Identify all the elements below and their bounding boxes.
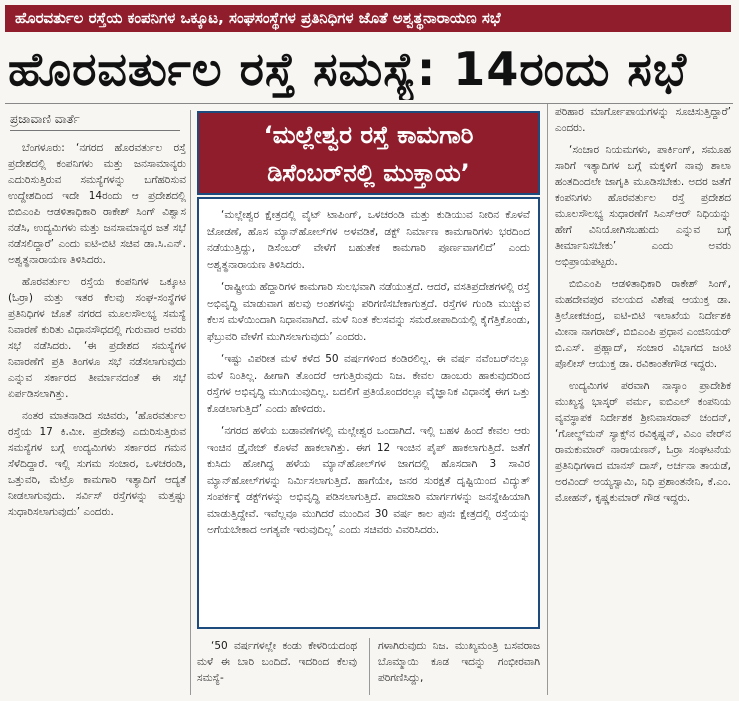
headline: ಹೊರವರ್ತುಲ ರಸ್ತೆ ಸಮಸ್ಯೆ: 14ರಂದು ಸಭೆ [8,42,688,96]
byline-text: ಪ್ರಜಾವಾಣಿ ವಾರ್ತೆ [10,112,80,126]
paragraph: ನಂತರ ಮಾತನಾಡಿದ ಸಚಿವರು, ‘ಹೊರವರ್ತುಲ ರಸ್ತೆಯ 17 ಕಿ.ಮೀ. ಪ್ರದೇಶವು ಎದುರಿಸುತ್ತಿರುವ ಸಮಸ್ಯೆಗಳ ಬಗ್ಗೆ ಉದ್ಯಮಿಗಳು ಸರ್ಕಾರದ ಗಮನ ಸೆಳೆದಿದ್ದಾರೆ. ಇಲ್ಲಿ ಸುಗಮ ಸಂಚಾರ, ಒಳಚರಂಡಿ, ಒತ್ತುವರಿ, ಮೆಟ್ರೊ ಕಾಮಗಾರಿ ಇತ್ಯಾದಿಗೆ ಆದ್ಯತೆ ನೀಡಲಾಗುವುದು. ಸರ್ವಿಸ್ ರಸ್ತೆಗಳನ್ನು ಮತ್ತಷ್ಟು ಸುಧಾರಿಸಲಾಗುವುದು’ ಎಂದರು. [8,410,186,518]
paragraph: ‘ಇಷ್ಟು ವಿಪರೀತ ಮಳೆ ಕಳೆದ 50 ವರ್ಷಗಳಿಂದ ಕಂಡಿರಲಿಲ್ಲ. ಈ ವರ್ಷ ನವೆಂಬರ್‌ನಲ್ಲೂ ಮಳೆ ನಿಂತಿಲ್ಲ. ಹೀಗಾಗಿ ತೊಂದರೆ ಆಗುತ್ತಿರುವುದು ನಿಜ. ಕೇವಲ ಡಾಂಬರು ಹಾಕುವುದರಿಂದ ರಸ್ತೆಗಳ ಅಭಿವೃದ್ಧಿ ಮುಗಿಯುವುದಿಲ್ಲ. ಬದಲಿಗೆ ಪ್ರತಿಯೊಂದರಲ್ಲೂ ವೈಜ್ಞಾನಿಕ ವಿಧಾನಕ್ಕೆ ಈಗ ಒತ್ತು ಕೊಡಲಾಗುತ್ತಿದೆ’ ಎಂದು ಹೇಳಿದರು. [207,353,530,415]
paragraph: ಬೆಂಗಳೂರು: ‘ನಗರದ ಹೊರವರ್ತುಲ ರಸ್ತೆ ಪ್ರದೇಶದಲ್ಲಿ ಕಂಪನಿಗಳು ಮತ್ತು ಜನಸಾಮಾನ್ಯರು ಎದುರಿಸುತ್ತಿರುವ ಸಮಸ್ಯೆಗಳನ್ನು ಬಗೆಹರಿಸುವ ಉದ್ದೇಶದಿಂದ ಇದೇ 14ರಂದು ಆ ಪ್ರದೇಶದಲ್ಲಿ ಬಿಬಿಎಂಪಿ ಆಡಳಿತಾಧಿಕಾರಿ ರಾಕೇಶ್ ಸಿಂಗ್ ವಿಶ್ವಾಸ ನಡೆಸಿ, ಉದ್ಯಮಿಗಳು ಮತ್ತು ಜನಸಾಮಾನ್ಯರ ಜತೆ ಸಭೆ ನಡೆಸಲಿದ್ದಾರೆ’ ಎಂದು ಐಟಿ-ಬಿಟಿ ಸಚಿವ ಡಾ.ಸಿ.ಎನ್. ಅಶ್ವತ್ಥನಾರಾಯಣ ತಿಳಿಸಿದರು. [8,142,186,266]
paragraph: ಪರಿಹಾರ ಮಾರ್ಗೋಪಾಯಗಳನ್ನು ಸೂಚಿಸುತ್ತಿದ್ದಾರೆ’ ಎಂದರು. [555,106,731,134]
article-column-right [555,104,731,695]
sidebar-headline-line: ಡಿಸೆಂಬರ್‌ನಲ್ಲಿ ಮುಕ್ತಾಯ’ [267,159,470,187]
sidebar-headline [197,111,540,195]
column-divider [547,104,548,695]
article-column-bottom-right [378,638,540,695]
paragraph: ಹೊರವರ್ತುಲ ರಸ್ತೆಯ ಕಂಪನಿಗಳ ಒಕ್ಕೂಟ (ಓರ್ರಾ) ಮತ್ತು ಇತರ ಕೆಲವು ಸಂಘ-ಸಂಸ್ಥೆಗಳ ಪ್ರತಿನಿಧಿಗಳ ಜೊತೆ ನಗರದ ಮೂಲಸೌಲಭ್ಯ ಸಮಸ್ಯೆ ನಿವಾರಣೆ ಕುರಿತು ವಿಧಾನಸೌಧದಲ್ಲಿ ಗುರುವಾರ ಅವರು ಸಭೆ ನಡೆಸಿದರು. ‘ಈ ಪ್ರದೇಶದ ಸಮಸ್ಯೆಗಳ ನಿವಾರಣೆಗೆ ಪ್ರತಿ ತಿಂಗಳೂ ಸಭೆ ನಡೆಸಲಾಗುವುದು ಎನ್ನುವ ಸರ್ಕಾರದ ತೀರ್ಮಾನದಂತೆ ಈ ಸಭೆ ಏರ್ಪಡಿಸಲಾಗಿತ್ತು. [8,276,186,400]
sidebar-headline-line: ‘ಮಲ್ಲೇಶ್ವರ ರಸ್ತೆ ಕಾಮಗಾರಿ [263,121,474,149]
column-divider [190,110,191,695]
byline [10,112,80,127]
paragraph: ‘ಸಂಚಾರ ನಿಯಮಗಳು, ಪಾರ್ಕಿಂಗ್, ಸಮೂಹ ಸಾರಿಗೆ ಇತ್ಯಾದಿಗಳ ಬಗ್ಗೆ ಮಕ್ಕಳಿಗೆ ನಾವು ಶಾಲಾ ಹಂತದಿಂದಲೇ ಜಾಗೃತಿ ಮೂಡಿಸಬೇಕು. ಅದರ ಜತೆಗೆ ಕಂಪನಿಗಳು ಹೊರವರ್ತುಲ ರಸ್ತೆ ಪ್ರದೇಶದ ಮೂಲಸೌಲಭ್ಯ ಸುಧಾರಣೆಗೆ ಸಿಎಸ್‌ಆರ್ ನಿಧಿಯನ್ನು ಹೇಗೆ ವಿನಿಯೋಗಿಸಬಹುದು ಎನ್ನುವ ಬಗ್ಗೆ ತೀರ್ಮಾನಿಸಬೇಕು’ ಎಂದು ಅವರು ಅಭಿಪ್ರಾಯಪಟ್ಟರು. [555,144,731,268]
paragraph: ‘ನಗರದ ಹಳೆಯ ಬಡಾವಣೆಗಳಲ್ಲಿ ಮಲ್ಲೇಶ್ವರ ಒಂದಾಗಿದೆ. ಇಲ್ಲಿ ಬಹಳ ಹಿಂದೆ ಕೇವಲ ಆರು ಇಂಚಿನ ಡ್ರೈನೇಜ್ ಕೊಳವೆ ಹಾಕಲಾಗಿತ್ತು. ಈಗ 12 ಇಂಚಿನ ಪೈಪ್ ಹಾಕಲಾಗುತ್ತಿದೆ. ಜತೆಗೆ ಕುಸಿದು ಹೋಗಿದ್ದ ಹಳೆಯ ಮ್ಯಾನ್‌ಹೋಲ್‌ಗಳ ಜಾಗದಲ್ಲಿ ಹೊಸದಾಗಿ 3 ಸಾವಿರ ಮ್ಯಾನ್‌ಹೋಲ್‌ಗಳನ್ನು ನಿರ್ಮಿಸಲಾಗುತ್ತಿದೆ. ಹಾಗೆಯೇ, ಜನರ ಸುರಕ್ಷತೆ ದೃಷ್ಟಿಯಿಂದ ವಿದ್ಯುತ್ ಸಂಪರ್ಕಕ್ಕೆ ಡಕ್ಟ್‌ಗಳನ್ನು ಅಭಿವೃದ್ಧಿ ಪಡಿಸಲಾಗುತ್ತಿದೆ. ಪಾದಚಾರಿ ಮಾರ್ಗಗಳನ್ನು ಜನಸ್ನೇಹಿಯಾಗಿ ಮಾಡುತ್ತಿದ್ದೇವೆ. ಇವೆಲ್ಲವೂ ಮುಗಿದರೆ ಮುಂದಿನ 30 ವರ್ಷ ಕಾಲ ಪುನಃ ಕ್ಷೇತ್ರದಲ್ಲಿ ರಸ್ತೆಯನ್ನು ಅಗೆಯಬೇಕಾದ ಅಗತ್ಯವೇ ಇರುವುದಿಲ್ಲ’ ಎಂದು ಸಚಿವರು ವಿವರಿಸಿದರು. [207,425,530,536]
article-column-left [8,140,186,695]
paragraph: ‘ಮಲ್ಲೇಶ್ವರ ಕ್ಷೇತ್ರದಲ್ಲಿ ವೈಟ್ ಟಾಪಿಂಗ್, ಒಳಚರಂಡಿ ಮತ್ತು ಕುಡಿಯುವ ನೀರಿನ ಕೊಳವೆ ಜೋಡಣೆ, ಹೊಸ ಮ್ಯಾನ್‌ಹೋಲ್‌ಗಳ ಅಳವಡಿಕೆ, ಡಕ್ಟ್ ನಿರ್ಮಾಣ ಕಾಮಗಾರಿಗಳು ಭರದಿಂದ ನಡೆಯುತ್ತಿದ್ದು, ಡಿಸೆಂಬರ್ ವೇಳೆಗೆ ಬಹುತೇಕ ಕಾಮಗಾರಿ ಪೂರ್ಣವಾಗಲಿದೆ’ ಎಂದು ಅಶ್ವತ್ಥನಾರಾಯಣ ತಿಳಿಸಿದರು. [207,209,530,271]
paragraph: ‘50 ವರ್ಷಗಳಲ್ಲೇ ಕಂಡು ಕೇಳರಿಯದಂಥ ಮಳೆ ಈ ಬಾರಿ ಬಂದಿದೆ. ಇದರಿಂದ ಕೆಲವು ಸಮಸ್ಯೆ- [197,640,357,684]
article-column-bottom-left [197,638,357,695]
column-divider [369,638,370,695]
paragraph: ಉದ್ಯಮಿಗಳ ಪರವಾಗಿ ನಾಸ್ಕಾಂ ಪ್ರಾದೇಶಿಕ ಮುಖ್ಯಸ್ಥ ಭಾಸ್ಕರ್ ವರ್ಮ, ಐಬಿಎಲ್ ಕಂಪನಿಯ ವ್ಯವಸ್ಥಾಪಕ ನಿರ್ದೇಶಕ ಶ್ರೀನಿವಾಸರಾವ್ ಚಂದನ್, ‘ಗೋಲ್ಡ್‌ಮನ್ ಸ್ಯಾಕ್ಸ್‌ನ ರವಿಕೃಷ್ಣನ್, ವಿಎಂ ವೇರ್‌ನ ರಾಮಕುಮಾರ್ ನಾರಾಯಣನ್, ಓರ್ರಾ ಸಂಘಟನೆಯ ಪ್ರತಿನಿಧಿಗಳಾದ ಮಾನಸ್ ದಾಸ್, ಅರ್ಚನಾ ತಾಯಡೆ, ಅರವಿಂದ್ ಅಯ್ಯಸ್ವಾಮಿ, ನಿಧಿ ಪ್ರಶಾಂತನೇನಿ, ಕೆ.ಎಂ. ಮೋಹನ್, ಕೃಷ್ಣಕುಮಾರ್ ಗೌಡ ಇದ್ದರು. [555,380,731,504]
byline-rule [10,130,180,131]
paragraph: ಬಿಬಿಎಂಪಿ ಆಡಳಿತಾಧಿಕಾರಿ ರಾಕೇಶ್ ಸಿಂಗ್, ಮಹದೇವಪುರ ವಲಯದ ವಿಶೇಷ ಆಯುಕ್ತ ಡಾ. ತ್ರಿಲೋಕಚಂದ್ರ, ಐಟಿ-ಬಿಟಿ ಇಲಾಖೆಯ ನಿರ್ದೇಶಕಿ ಮೀನಾ ನಾಗರಾಜ್, ಬಿಬಿಎಂಪಿ ಪ್ರಧಾನ ಎಂಜಿನಿಯರ್ ಬಿ.ಎಸ್. ಪ್ರಹ್ಲಾದ್, ಸಂಚಾರ ವಿಭಾಗದ ಜಂಟಿ ಪೊಲೀಸ್ ಆಯುಕ್ತ ಡಾ. ರವಿಕಾಂತೇಗೌಡ ಇದ್ದರು. [555,278,731,370]
paragraph: ಗಳಾಗಿರುವುದು ನಿಜ. ಮುಖ್ಯಮಂತ್ರಿ ಬಸವರಾಜ ಬೊಮ್ಮಾಯಿ ಕೂಡ ಇದನ್ನು ಗಂಭೀರವಾಗಿ ಪರಿಗಣಿಸಿದ್ದು, [378,640,540,684]
sidebar-box [197,197,540,629]
paragraph: ‘ರಾಷ್ಟ್ರೀಯ ಹೆದ್ದಾರಿಗಳ ಕಾಮಗಾರಿ ಸುಲಭವಾಗಿ ನಡೆಯುತ್ತದೆ. ಆದರೆ, ವಸತಿಪ್ರದೇಶಗಳಲ್ಲಿ ರಸ್ತೆ ಅಭಿವೃದ್ಧಿ ಮಾಡುವಾಗ ಹಲವು ಅಂಶಗಳನ್ನು ಪರಿಗಣಿಸಬೇಕಾಗುತ್ತದೆ. ರಸ್ತೆಗಳ ಗುಂಡಿ ಮುಚ್ಚುವ ಕೆಲಸ ಮಳೆಯಿಂದಾಗಿ ನಿಧಾನವಾಗಿದೆ. ಮಳೆ ನಿಂತ ಕೆಲಸವನ್ನು ಸಮರೋಪಾದಿಯಲ್ಲಿ ಕೈಗೆತ್ತಿಕೊಂಡು, ಫೆಬ್ರುವರಿ ವೇಳೆಗೆ ಮುಗಿಸಲಾಗುವುದು’ ಎಂದರು. [207,281,530,343]
sidebar-body [207,207,530,621]
kicker-banner: ಹೊರವರ್ತುಲ ರಸ್ತೆಯ ಕಂಪನಿಗಳ ಒಕ್ಕೂಟ, ಸಂಘಸಂಸ್ಥೆಗಳ ಪ್ರತಿನಿಧಿಗಳ ಜೊತೆ ಅಶ್ವತ್ಥನಾರಾಯಣ ಸಭೆ [5,5,731,32]
